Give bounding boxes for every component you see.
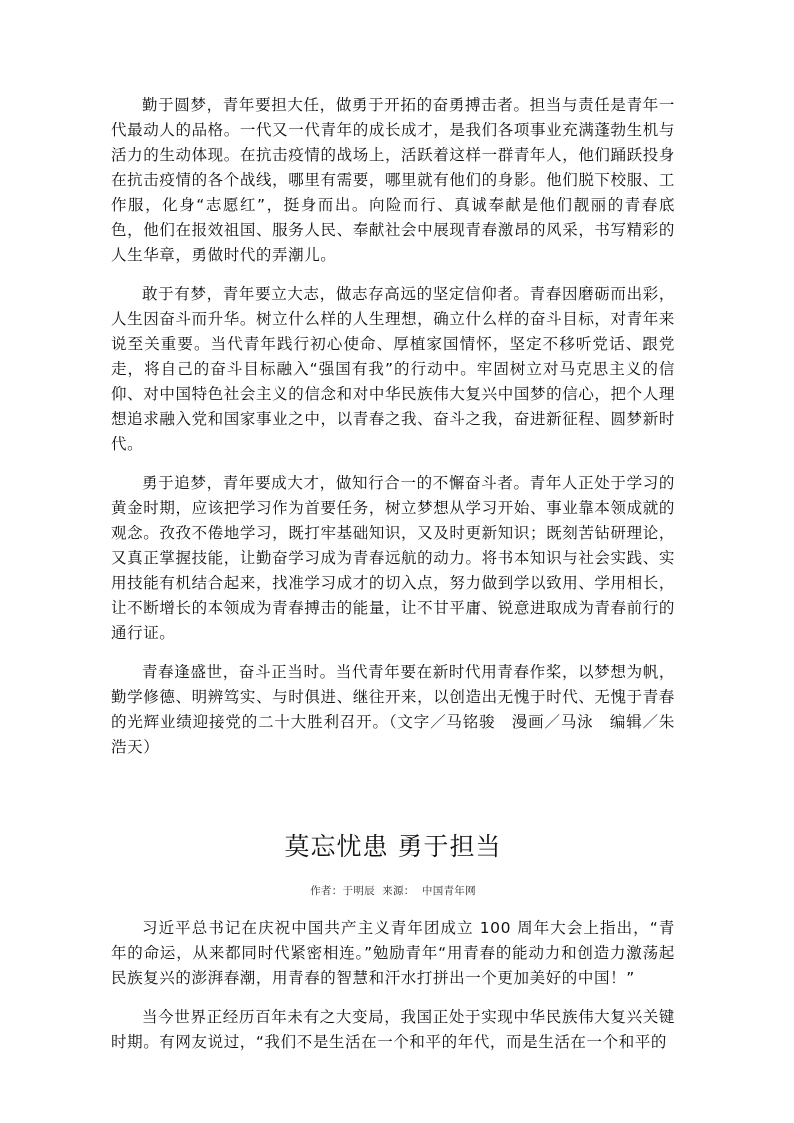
body-paragraph: 当今世界正经历百年未有之大变局，我国正处于实现中华民族伟大复兴关键时期。有网友说过，“我们不是生活在一个和平的年代，而是生活在一个和平的	[111, 1008, 675, 1051]
author-name: 于明辰	[342, 885, 375, 897]
source-label: 来源：	[382, 885, 415, 897]
body-paragraph: 青春逢盛世，奋斗正当时。当代青年要在新时代用青春作桨，以梦想为帆，勤学修德、明辨笃实、与时俱进、继往开来，以创造出无愧于时代、无愧于青春的光辉业绩迎接党的二十大胜利召开。（文字／马铭骏 漫画／马泳 编辑／朱浩天）	[111, 663, 675, 756]
body-paragraph: 习近平总书记在庆祝中国共产主义青年团成立 100 周年大会上指出，“青年的命运，从来都同时代紧密相连。”勉励青年“用青春的能动力和创造力激荡起民族复兴的澎湃春潮，用青春的智慧和汗水打拼出一个更加美好的中国！”	[111, 919, 675, 987]
body-paragraph: 勤于圆梦，青年要担大任，做勇于开拓的奋勇搏击者。担当与责任是青年一代最动人的品格。一代又一代青年的成长成才，是我们各项事业充满蓬勃生机与活力的生动体现。在抗击疫情的战场上，活跃着这样一群青年人，他们踊跃投身在抗击疫情的各个战线，哪里有需要，哪里就有他们的身影。他们脱下校服、工作服，化身“志愿红”，挺身而出。向险而行、真诚奉献是他们靓丽的青春底色，他们在报效祖国、服务人民、奉献社会中展现青春激昂的风采，书写精彩的人生华章，勇做时代的弄潮儿。	[111, 96, 675, 264]
byline	[111, 884, 675, 898]
article-title: 莫忘忧患 勇于担当	[284, 832, 502, 861]
author-label: 作者：	[310, 885, 343, 897]
document-page	[111, 93, 675, 1069]
source-name: 中国青年网	[421, 885, 476, 897]
body-paragraph: 勇于追梦，青年要成大才，做知行合一的不懈奋斗者。青年人正处于学习的黄金时期，应该把学习作为首要任务，树立梦想从学习开始、事业靠本领成就的观念。孜孜不倦地学习，既打牢基础知识，又及时更新知识；既刻苦钻研理论，又真正掌握技能，让勤奋学习成为青春远航的动力。将书本知识与社会实践、实用技能有机结合起来，找准学习成才的切入点，努力做到学以致用、学用相长，让不断增长的本领成为青春搏击的能量，让不甘平庸、锐意进取成为青春前行的通行证。	[111, 474, 675, 642]
body-paragraph: 敢于有梦，青年要立大志，做志存高远的坚定信仰者。青春因磨砺而出彩，人生因奋斗而升华。树立什么样的人生理想，确立什么样的奋斗目标，对青年来说至关重要。当代青年践行初心使命、厚植家国情怀，坚定不移听党话、跟党走，将自己的奋斗目标融入“强国有我”的行动中。牢固树立对马克思主义的信仰、对中国特色社会主义的信念和对中华民族伟大复兴中国梦的信心，把个人理想追求融入党和国家事业之中，以青春之我、奋斗之我，奋进新征程、圆梦新时代。	[111, 285, 675, 453]
